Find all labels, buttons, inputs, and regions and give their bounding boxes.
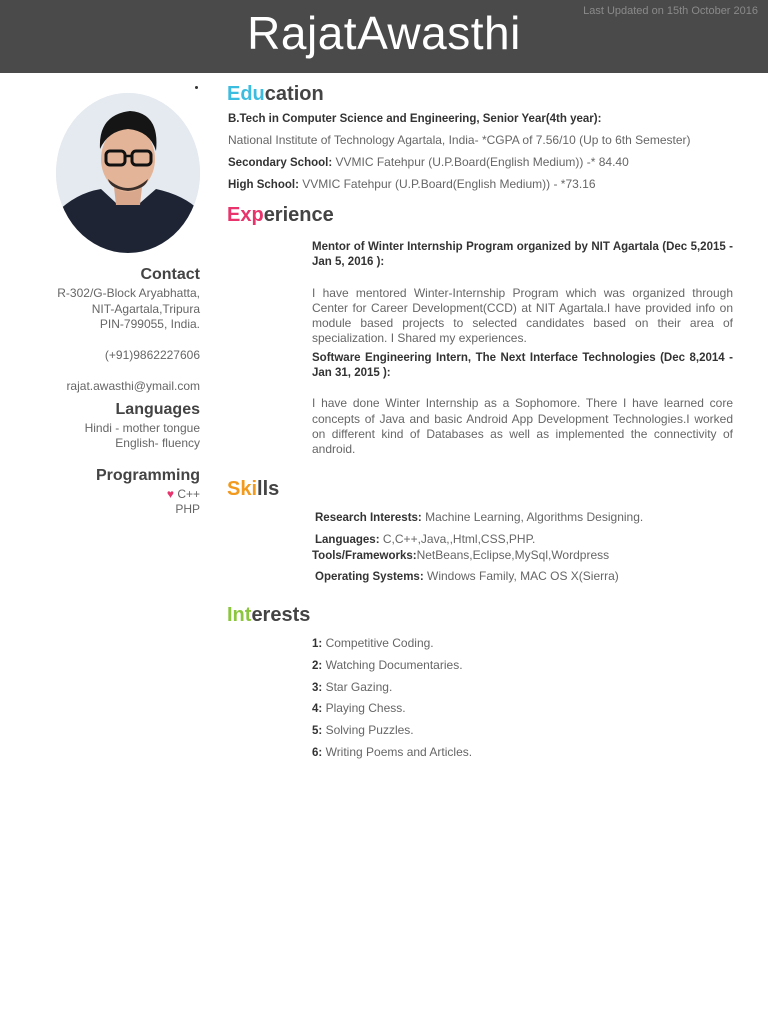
interest-item: 4: Playing Chess. bbox=[312, 701, 406, 715]
programming-item: ♥ C++ bbox=[166, 486, 200, 501]
education-heading: Education bbox=[227, 83, 324, 105]
programming-heading: Programming bbox=[95, 466, 200, 484]
profile-photo bbox=[56, 93, 200, 253]
address-line: PIN-799055, India. bbox=[99, 317, 200, 331]
language-item: English- fluency bbox=[115, 436, 200, 450]
interest-item: 6: Writing Poems and Articles. bbox=[312, 745, 473, 759]
skill-os: Operating Systems: Windows Family, MAC OS X(Sierra) bbox=[315, 569, 619, 583]
skill-tools: Tools/Frameworks:NetBeans,Eclipse,MySql,Wordpress bbox=[312, 548, 610, 562]
interests-heading: Interests bbox=[227, 604, 311, 626]
degree-title: B.Tech in Computer Science and Engineering, Senior Year(4th year): bbox=[228, 113, 602, 125]
experience-title: Mentor of Winter Internship Program organized by NIT Agartala (Dec 5,2015 - Jan 5, 2016 ): bbox=[312, 241, 733, 269]
decorative-dot bbox=[195, 86, 198, 89]
interest-item: 5: Solving Puzzles. bbox=[312, 723, 414, 737]
experience-description: I have mentored Winter-Internship Program which was organized through Center for Career Development(CCD) at NIT Agartala.I have provided info on module based projects to selected candidates based on their area of specialization. I Shared my experiences. bbox=[312, 285, 733, 346]
address-line: R-302/G-Block Aryabhatta, bbox=[57, 286, 200, 300]
first-name: Rajat bbox=[247, 7, 358, 59]
programming-item: PHP bbox=[175, 502, 200, 516]
language-item: Hindi - mother tongue bbox=[84, 420, 200, 435]
contact-heading: Contact bbox=[140, 266, 200, 283]
experience-section bbox=[312, 240, 733, 458]
email-address[interactable]: rajat.awasthi@ymail.com bbox=[66, 379, 200, 393]
interest-item: 2: Watching Documentaries. bbox=[312, 658, 463, 672]
experience-title: Software Engineering Intern, The Next Interface Technologies (Dec 8,2014 - Jan 31, 2015 ): bbox=[312, 351, 733, 380]
interest-item: 1: Competitive Coding. bbox=[312, 636, 434, 650]
secondary-school-line: Secondary School: VVMIC Fatehpur (U.P.Board(English Medium)) -* 84.40 bbox=[228, 155, 629, 169]
skills-heading: Skills bbox=[227, 478, 280, 500]
skill-research: Research Interests: Machine Learning, Algorithms Designing. bbox=[315, 510, 644, 524]
phone-number: (+91)9862227606 bbox=[104, 348, 200, 362]
address-line: NIT-Agartala,Tripura bbox=[91, 301, 200, 316]
languages-heading: Languages bbox=[115, 400, 200, 418]
header-bar bbox=[0, 0, 768, 73]
education-section bbox=[228, 111, 748, 199]
last-updated: Last Updated on 15th October 2016 bbox=[583, 5, 758, 17]
experience-description: I have done Winter Internship as a Sophomore. There I have learned core concepts of Java and basic Android App Development Technologies.I worked on different kind of Databases as well as implemented the connectivity of android. bbox=[312, 396, 733, 457]
sidebar bbox=[20, 266, 200, 518]
interest-item: 3: Star Gazing. bbox=[312, 680, 393, 694]
college-line: National Institute of Technology Agartala, India- *CGPA of 7.56/10 (Up to 6th Semester) bbox=[228, 133, 691, 147]
heart-icon: ♥ bbox=[166, 486, 174, 501]
skill-languages: Languages: C,C++,Java,,Html,CSS,PHP. bbox=[315, 532, 536, 546]
experience-heading: Experience bbox=[227, 204, 334, 226]
high-school-line: High School: VVMIC Fatehpur (U.P.Board(English Medium)) - *73.16 bbox=[228, 177, 596, 191]
person-portrait-icon bbox=[56, 93, 200, 253]
last-name: Awasthi bbox=[357, 7, 521, 59]
